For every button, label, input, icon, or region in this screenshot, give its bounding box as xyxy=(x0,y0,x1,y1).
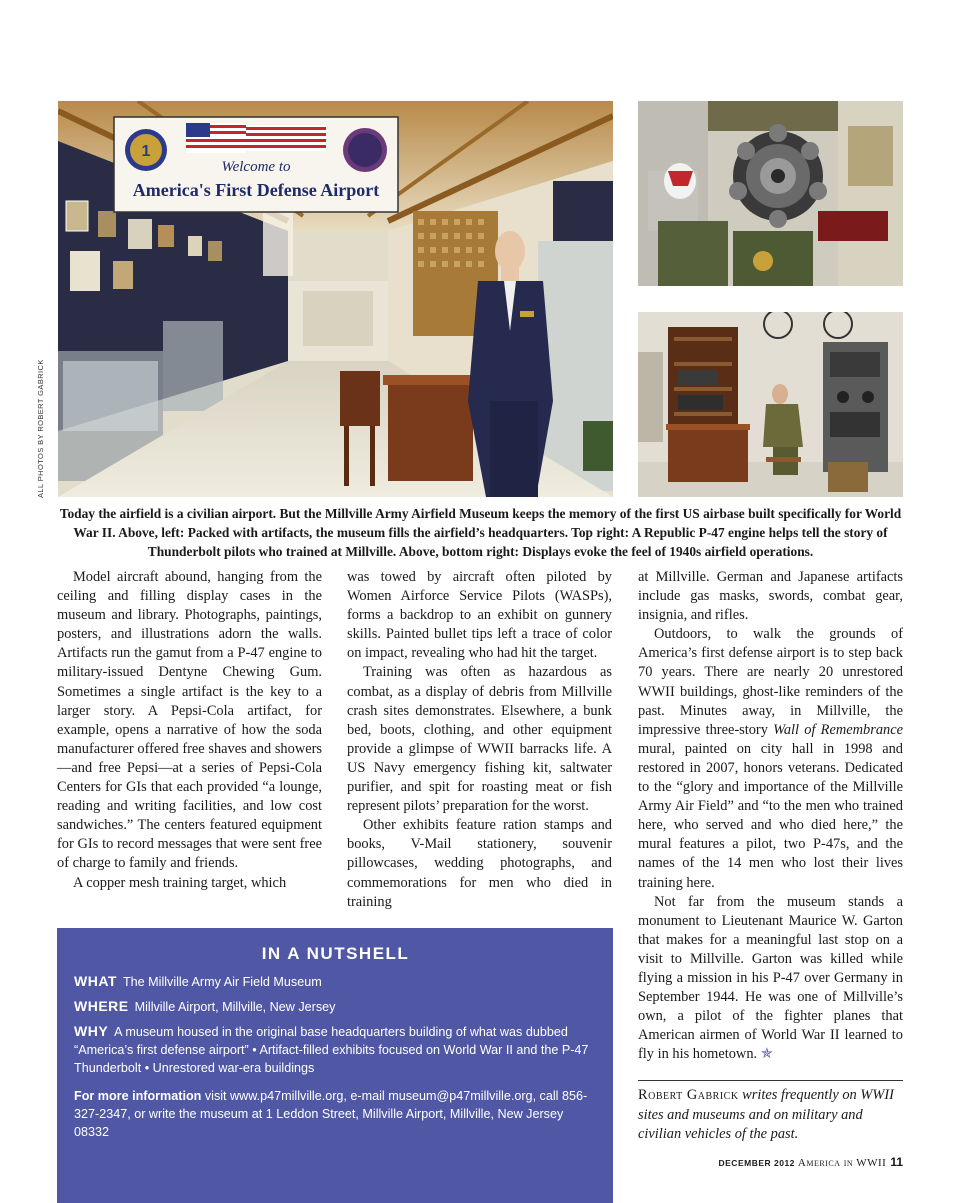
what-value: The Millville Army Air Field Museum xyxy=(122,975,322,989)
paragraph: Model aircraft abound, hanging from the ceiling and filling display cases in the museum and library. Photographs, paintings, posters, and illustrations adorn the walls. Artifacts run the gamut from a P-47 engine to military-issued Dentyne Chewing Gum. Sometimes a single artifact is the key to a larger story. A Pepsi-Cola artifact, for example, opens a narrative of how the soda manufacturer offered free shaves and showers—and free Pepsi—at a series of Pepsi-Cola Centers for GIs that each provided “a lounge, reading and writing facilities, and low cost sandwiches.” The centers featured equipment for GIs to record messages that were sent free of charge to family and friends. xyxy=(57,569,322,872)
photo-credit: ALL PHOTOS BY ROBERT GABRICK xyxy=(36,359,45,498)
article-column-3 xyxy=(638,568,903,1064)
mural-title: Wall of Remembrance xyxy=(773,721,903,738)
nutshell-what xyxy=(74,972,597,991)
paragraph xyxy=(638,625,903,892)
paragraph-text: Not far from the museum stands a monument to Lieutenant Maurice W. Garton that makes for a meaningful last stop on a visit to Millville. Garton was killed while flying a mission in his P-47 over Germany in September 1944. He was one of Millville’s own, a pilot of the fighter planes that American airmen of World War II learned to fly in his hometown. xyxy=(638,893,903,1063)
photo-caption: Today the airfield is a civilian airport. But the Millville Army Airfield Museum keeps the memory of the first US airbase built specifically for World War II. Above, left: Packed with artifacts, the museum fills the airfield’s headquarters. Top right: A Republic P-47 engine helps tell the story of Thunderbolt pilots who trained at Millville. Above, bottom right: Displays evoke the feel of 1940s airfield operations. xyxy=(59,506,902,559)
why-value: A museum housed in the original base headquarters building of what was dubbed “America’s first defense airport” • Artifact-filled exhibits focused on World War II and the P-47 Thunderbolt • Unrestored war-era buildings xyxy=(74,1025,589,1075)
sign-line2: America's First Defense Airport xyxy=(132,180,380,200)
radio-room-photo xyxy=(638,312,903,497)
nutshell-why xyxy=(74,1022,597,1077)
more-info-value: visit www.p47millville.org, e-mail museum@p47millville.org, call 856-327-2347, or write the museum at 1 Leddon Street, Millville Airport, Millville, New Jersey 08332 xyxy=(74,1089,588,1139)
issue-date: DECEMBER 2012 xyxy=(718,1158,795,1168)
where-value: Millville Airport, Millville, New Jersey xyxy=(134,1000,336,1014)
end-star-icon: ✯ xyxy=(760,1046,773,1063)
paragraph: at Millville. German and Japanese artifacts include gas masks, swords, combat gear, insignia, and rifles. xyxy=(638,569,903,624)
paragraph: Training was often as hazardous as combat, as a display of debris from Millville crash sites demonstrates. Elsewhere, a bunk bed, boots, clothing, and other equipment provide a glimpse of WWII barracks life. A US Navy emergency fishing kit, saltwater purifier, and spit for roasting meat or fish represent pilots’ preparation for the worst. xyxy=(347,664,612,815)
publication-name: America in WWII xyxy=(797,1157,887,1169)
page-number: 11 xyxy=(890,1155,903,1169)
what-key: WHAT xyxy=(74,973,117,989)
paragraph: Other exhibits feature ration stamps and books, V-Mail stationery, souvenir pillowcases, wedding photographs, and commemorations for men who died in training xyxy=(347,817,612,910)
nutshell-where xyxy=(74,997,597,1016)
paragraph-text: mural, painted on city hall in 1998 and restored in 2007, honors veterans. Dedicated to the “glory and importance of the Millville Army Air Field” and “to the men who trained here, who served and who died here,” the mural features a pilot, two P-47s, and the names of the 14 men who lost their lives training here. xyxy=(638,740,903,891)
nutshell-title: IN A NUTSHELL xyxy=(261,944,410,963)
paragraph: was towed by aircraft often piloted by Women Airforce Service Pilots (WASPs), forms a backdrop to an exhibit on gunnery skills. Painted bullet tips left a trace of color on impact, revealing who had hit the target. xyxy=(347,569,612,662)
museum-hall-photo xyxy=(58,101,613,497)
sign-line1: Welcome to xyxy=(221,159,291,175)
why-key: WHY xyxy=(74,1023,109,1039)
paragraph-text: Outdoors, to walk the grounds of America’s first defense airport is to step back 70 years. There are nearly 20 unrestored WWII buildings, ghost-like reminders of the past. Minutes away, in Millville, the impressive three-story xyxy=(638,626,903,738)
paragraph xyxy=(638,893,903,1065)
paragraph: A copper mesh training target, which xyxy=(73,874,287,891)
nutshell-more-info xyxy=(74,1087,597,1141)
sign-emblem-number: 1 xyxy=(141,143,151,160)
where-key: WHERE xyxy=(74,998,129,1014)
more-info-key: For more information xyxy=(74,1089,202,1103)
nutshell-box xyxy=(57,928,613,1203)
article-column-2 xyxy=(347,568,612,912)
page-footer xyxy=(640,1155,903,1169)
author-name: Robert Gabrick xyxy=(638,1087,739,1103)
author-bio xyxy=(638,1080,903,1145)
engine-photo xyxy=(638,101,903,286)
bio-text: writes frequently on WWII sites and museums and on military and civilian vehicles of the past. xyxy=(638,1087,894,1142)
article-column-1 xyxy=(57,568,322,893)
